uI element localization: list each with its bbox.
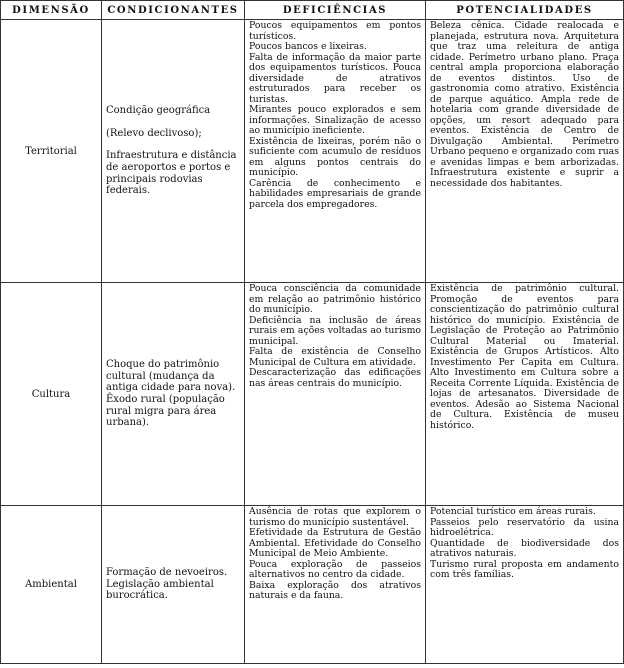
potencialidades-territorial [426,20,624,283]
dimension-territorial: Territorial [1,20,102,283]
deficiencia-item: Pouca consciência da comunidade em relação ao patrimônio histórico do município. [249,283,421,315]
potencialidade-item: Passeios pelo reservatório da usina hidroelétrica. [430,516,619,538]
header-row [1,1,624,20]
deficiencia-item: Existência de lixeiras, porém não o suficiente com acumulo de resíduos em alguns pontos centrais do município. [249,135,421,178]
potencialidades-ambiental [426,506,624,664]
condicionante-item: Êxodo rural (população rural migra para área urbana). [106,394,225,429]
potencialidade-item: Turismo rural proposta em andamento com três famílias. [430,558,619,580]
deficiencia-item: Descaracterização das edificações nas áreas centrais do município. [249,367,421,389]
dimension-cultura: Cultura [1,283,102,506]
deficiencia-item: Falta de existência de Conselho Municipal de Cultura em atividade. [249,346,421,368]
condicionantes-ambiental [102,506,245,664]
potencialidades-cultura [426,283,624,506]
deficiencia-item: Falta de informação da maior parte dos equipamentos turísticos. Pouca diversidade de atrativos estruturados para receber os turistas. [249,51,421,105]
deficiencia-item: Deficiência na inclusão de áreas rurais em ações voltadas ao turismo municipal. [249,314,421,347]
condicionante-item: (Relevo declivoso); [106,127,202,139]
condicionantes-cultura [102,283,245,506]
potencialidade-item: Potencial turístico em áreas rurais. [430,506,596,517]
deficiencias-territorial [245,20,426,283]
header-condicionantes: CONDICIONANTES [102,1,245,20]
row-cultura [1,283,624,506]
condicionantes-territorial [102,20,245,283]
potencialidade-item: Quantidade de biodiversidade dos atrativos naturais. [430,537,619,559]
deficiencias-cultura [245,283,426,506]
deficiencia-item: Ausência de rotas que explorem o turismo do município sustentável. [249,506,421,528]
condicionante-item: Formação de nevoeiros. [106,567,228,579]
deficiencia-item: Efetividade da Estrutura de Gestão Ambiental. Efetividade do Conselho Municipal de Meio Ambiente. [249,527,421,559]
deficiencia-item: Pouca exploração de passeios alternativos no centro da cidade. [249,558,421,580]
deficiencia-item: Poucos equipamentos em pontos turísticos. [249,20,421,42]
condicionante-item: Condição geográfica [106,105,211,117]
condicionante-item: Choque do patrimônio cultural (mudança da antiga cidade para nova). [106,359,236,394]
deficiencia-item: Mirantes pouco explorados e sem informações. Sinalização de acesso ao município ineficiente. [249,104,421,136]
condicionante-item: Infraestrutura e distância de aeroportos e portos e principais rodovias federais. [106,150,237,197]
potencialidade-item: Existência de patrimônio cultural. Promoção de eventos para conscientização do patrimônio cultural histórico do município. Existência de Legislação de Proteção ao Patrimônio Cultural Material ou Imaterial. Existência de Grupos Artísticos. Alto Investimento Per Capita em Cultura. Alto Investimento em Cultura sobre a Receita Corrente Líquida. Existência de lojas de artesanatos. Diversidade de eventos. Adesão ao Sistema Nacional de Cultura. Existência de museu histórico. [430,283,619,431]
header-deficiencias: DEFICIÊNCIAS [245,1,426,20]
row-territorial [1,20,624,283]
potencialidade-item: Beleza cênica. Cidade realocada e planejada, estrutura nova. Arquitetura que traz uma releitura de antiga cidade. Perímetro urbano plano. Praça central ampla proporciona elaboração de eventos distintos. Uso de gastronomia como atrativo. Existência de parque aquático. Ampla rede de hotelaria com grande diversidade de opções, um resort adequado para eventos. Existência de Centro de Divulgação Ambiental. Perímetro Urbano pequeno e organizado com ruas e avenidas limpas e bem arborizadas. Infraestrutura existente e suprir a necessidade dos habitantes. [430,20,619,189]
row-ambiental [1,506,624,664]
deficiencia-item: Poucos bancos e lixeiras. [249,41,367,52]
header-dimensao: DIMENSÃO [1,1,102,20]
deficiencia-item: Carência de conhecimento e habilidades empresariais de grande parcela dos empregadores. [249,177,421,210]
deficiencias-ambiental [245,506,426,664]
condicionante-item: Legislação ambiental burocrática. [106,578,214,602]
deficiencia-item: Baixa exploração dos atrativos naturais e da fauna. [249,579,421,601]
dimension-ambiental: Ambiental [1,506,102,664]
header-potencialidades: POTENCIALIDADES [426,1,624,20]
